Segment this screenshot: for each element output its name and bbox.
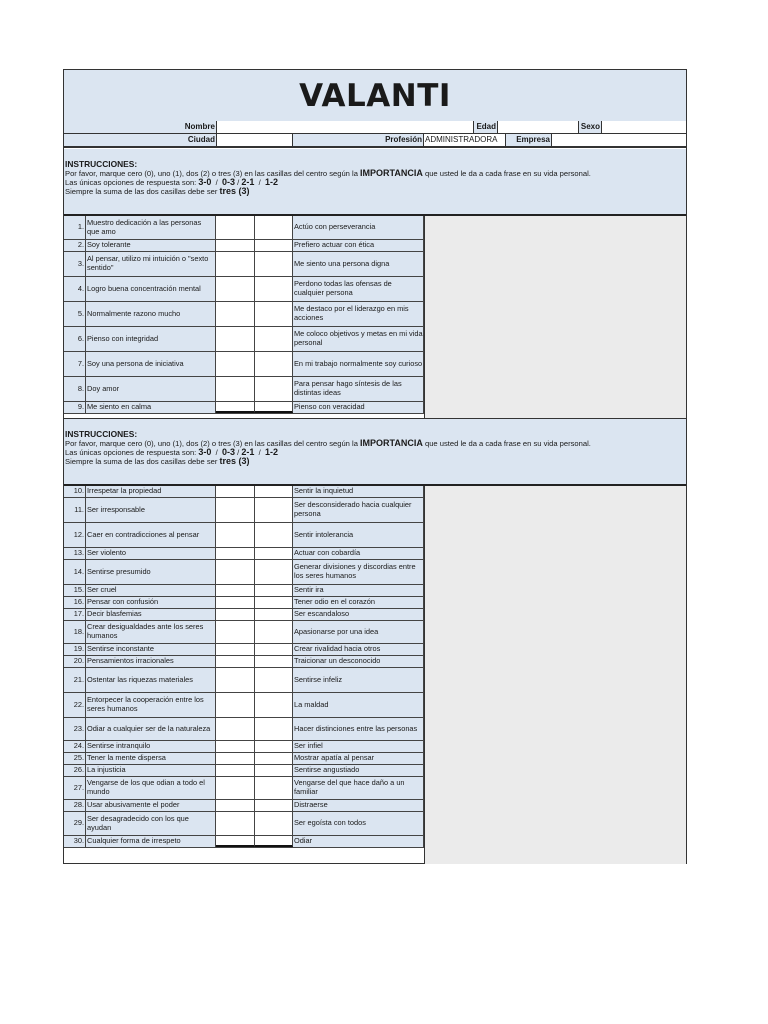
table-row — [64, 609, 424, 621]
table-row — [64, 240, 424, 252]
table-row — [64, 800, 424, 812]
item-number: 24. — [64, 741, 86, 752]
table-row — [64, 693, 424, 718]
score-c-box[interactable] — [255, 812, 293, 835]
item-number: 19. — [64, 644, 86, 655]
phrase-a: Pienso con integridad — [86, 327, 216, 351]
phrase-a: Caer en contradicciones al pensar — [86, 523, 216, 547]
phrase-c: Tener odio en el corazón — [293, 597, 424, 608]
score-a-box[interactable] — [216, 240, 255, 251]
table-row — [64, 302, 424, 327]
score-c-box[interactable] — [255, 656, 293, 667]
phrase-c: Odiar — [293, 836, 424, 847]
table-row — [64, 656, 424, 668]
score-a-box[interactable] — [216, 486, 255, 497]
phrase-c: Me siento una persona digna — [293, 252, 424, 276]
score-a-box[interactable] — [216, 597, 255, 608]
nombre-field[interactable] — [217, 121, 474, 133]
blank-area-1 — [424, 216, 686, 418]
table-row — [64, 327, 424, 352]
phrase-a: Entorpecer la cooperación entre los seres humanos — [86, 693, 216, 717]
item-number: 9. — [64, 402, 86, 413]
score-c-box[interactable] — [255, 836, 293, 847]
score-a-box[interactable] — [216, 585, 255, 596]
valanti-form — [63, 69, 687, 864]
score-c-box[interactable] — [255, 402, 293, 413]
score-a-box[interactable] — [216, 402, 255, 413]
phrase-c: La maldad — [293, 693, 424, 717]
item-number: 25. — [64, 753, 86, 764]
table-row — [64, 352, 424, 377]
score-c-box[interactable] — [255, 302, 293, 326]
item-number: 26. — [64, 765, 86, 776]
item-number: 23. — [64, 718, 86, 740]
edad-label: Edad — [474, 121, 498, 133]
item-number: 4. — [64, 277, 86, 301]
phrase-c: Sentir la inquietud — [293, 486, 424, 497]
phrase-c: Sentir ira — [293, 585, 424, 596]
phrase-a: Irrespetar la propiedad — [86, 486, 216, 497]
score-c-box[interactable] — [255, 252, 293, 276]
phrase-c: Ser infiel — [293, 741, 424, 752]
phrase-c: Perdono todas las ofensas de cualquier persona — [293, 277, 424, 301]
score-a-box[interactable] — [216, 621, 255, 643]
item-number: 12. — [64, 523, 86, 547]
phrase-a: Usar abusivamente el poder — [86, 800, 216, 811]
item-number: 20. — [64, 656, 86, 667]
score-c-box[interactable] — [255, 644, 293, 655]
table-row — [64, 498, 424, 523]
score-a-box[interactable] — [216, 753, 255, 764]
phrase-a: Ser cruel — [86, 585, 216, 596]
instructions-heading: INSTRUCCIONES: — [65, 159, 138, 169]
score-c-box[interactable] — [255, 560, 293, 584]
item-number: 6. — [64, 327, 86, 351]
phrase-c: Traicionar un desconocido — [293, 656, 424, 667]
score-a-box[interactable] — [216, 800, 255, 811]
phrase-c: Actuar con cobardía — [293, 548, 424, 559]
table-row — [64, 548, 424, 560]
empresa-field[interactable] — [552, 134, 686, 146]
score-a-box[interactable] — [216, 836, 255, 847]
phrase-a: Vengarse de los que odian a todo el mundo — [86, 777, 216, 799]
phrase-c: Ser desconsiderado hacia cualquier persona — [293, 498, 424, 522]
score-a-box[interactable] — [216, 498, 255, 522]
table-row — [64, 216, 424, 240]
table-row — [64, 486, 424, 498]
item-number: 22. — [64, 693, 86, 717]
score-a-box[interactable] — [216, 327, 255, 351]
table-row — [64, 402, 424, 414]
phrase-a: Odiar a cualquier ser de la naturaleza — [86, 718, 216, 740]
phrase-a: Ser violento — [86, 548, 216, 559]
instructions-1: INSTRUCCIONES: Por favor, marque cero (0), uno (1), dos (2) o tres (3) en las casillas del centro según la IMPORTANCIA que usted le da a cada frase en su vida personal. Las únicas opciones de respuesta son: 3-0 / 0-3 / 2-1 / 1-2 Siempre la suma de las dos casillas debe ser tres (3) — [64, 149, 686, 215]
edad-field[interactable] — [498, 121, 579, 133]
sexo-label: Sexo — [580, 122, 600, 131]
score-a-box[interactable] — [216, 656, 255, 667]
table-row — [64, 277, 424, 302]
nombre-label: Nombre — [64, 121, 217, 133]
phrase-a: Normalmente razono mucho — [86, 302, 216, 326]
score-a-box[interactable] — [216, 693, 255, 717]
score-a-box[interactable] — [216, 377, 255, 401]
item-number: 10. — [64, 486, 86, 497]
item-number: 30. — [64, 836, 86, 847]
phrase-a: La injusticia — [86, 765, 216, 776]
phrase-c: Ser egoísta con todos — [293, 812, 424, 835]
table-row — [64, 765, 424, 777]
score-c-box[interactable] — [255, 777, 293, 799]
score-c-box[interactable] — [255, 718, 293, 740]
phrase-a: Doy amor — [86, 377, 216, 401]
phrase-a: Cualquier forma de irrespeto — [86, 836, 216, 847]
item-number: 1. — [64, 216, 86, 239]
phrase-c: Hacer distinciones entre las personas — [293, 718, 424, 740]
score-c-box[interactable] — [255, 693, 293, 717]
score-a-box[interactable] — [216, 777, 255, 799]
phrase-a: Pensar con confusión — [86, 597, 216, 608]
item-number: 2. — [64, 240, 86, 251]
score-c-box[interactable] — [255, 327, 293, 351]
score-c-box[interactable] — [255, 377, 293, 401]
score-c-box[interactable] — [255, 741, 293, 752]
item-number: 3. — [64, 252, 86, 276]
blank-area-2 — [424, 486, 686, 864]
score-a-box[interactable] — [216, 523, 255, 547]
table-row — [64, 560, 424, 585]
score-c-box[interactable] — [255, 523, 293, 547]
phrase-a: Al pensar, utilizo mi intuición o "sexto sentido" — [86, 252, 216, 276]
table-row — [64, 621, 424, 644]
item-number: 14. — [64, 560, 86, 584]
score-c-box[interactable] — [255, 486, 293, 497]
phrase-a: Logro buena concentración mental — [86, 277, 216, 301]
table-row — [64, 741, 424, 753]
score-a-box[interactable] — [216, 718, 255, 740]
item-number: 13. — [64, 548, 86, 559]
phrase-c: Ser escandaloso — [293, 609, 424, 620]
item-number: 18. — [64, 621, 86, 643]
item-number: 15. — [64, 585, 86, 596]
phrase-a: Decir blasfemias — [86, 609, 216, 620]
ciudad-label: Ciudad — [64, 134, 217, 146]
score-c-box[interactable] — [255, 668, 293, 692]
item-number: 5. — [64, 302, 86, 326]
phrase-a: Muestro dedicación a las personas que amo — [86, 216, 216, 239]
score-a-box[interactable] — [216, 216, 255, 239]
score-c-box[interactable] — [255, 597, 293, 608]
score-a-box[interactable] — [216, 560, 255, 584]
score-a-box[interactable] — [216, 352, 255, 376]
profesion-field[interactable]: ADMINISTRADORA — [424, 134, 506, 146]
form-title: VALANTI — [64, 70, 686, 122]
table-row — [64, 252, 424, 277]
score-a-box[interactable] — [216, 644, 255, 655]
item-number: 11. — [64, 498, 86, 522]
sexo-field[interactable] — [602, 121, 686, 133]
table-row — [64, 812, 424, 836]
score-c-box[interactable] — [255, 352, 293, 376]
phrase-a: Pensamientos irracionales — [86, 656, 216, 667]
phrase-a: Ser irresponsable — [86, 498, 216, 522]
score-c-box[interactable] — [255, 621, 293, 643]
phrase-c: Me coloco objetivos y metas en mi vida personal — [293, 327, 424, 351]
score-a-box[interactable] — [216, 812, 255, 835]
profesion-label: Profesión — [293, 134, 424, 146]
score-c-box[interactable] — [255, 498, 293, 522]
phrase-a: Sentirse presumido — [86, 560, 216, 584]
score-a-box[interactable] — [216, 302, 255, 326]
item-number: 29. — [64, 812, 86, 835]
score-c-box[interactable] — [255, 216, 293, 239]
phrase-c: Prefiero actuar con ética — [293, 240, 424, 251]
table-row — [64, 753, 424, 765]
table-row — [64, 777, 424, 800]
item-number: 7. — [64, 352, 86, 376]
score-c-box[interactable] — [255, 240, 293, 251]
table-row — [64, 644, 424, 656]
score-a-box[interactable] — [216, 277, 255, 301]
score-a-box[interactable] — [216, 548, 255, 559]
score-c-box[interactable] — [255, 800, 293, 811]
phrase-c: Generar divisiones y discordias entre los seres humanos — [293, 560, 424, 584]
phrase-a: Sentirse intranquilo — [86, 741, 216, 752]
score-c-box[interactable] — [255, 277, 293, 301]
ciudad-field[interactable] — [217, 134, 293, 146]
item-number: 21. — [64, 668, 86, 692]
table-row — [64, 668, 424, 693]
phrase-a: Ostentar las riquezas materiales — [86, 668, 216, 692]
phrase-c: Apasionarse por una idea — [293, 621, 424, 643]
phrase-a: Crear desigualdades ante los seres humanos — [86, 621, 216, 643]
score-a-box[interactable] — [216, 765, 255, 776]
phrase-a: Soy tolerante — [86, 240, 216, 251]
empresa-label: Empresa — [506, 134, 552, 146]
phrase-c: Distraerse — [293, 800, 424, 811]
table-row — [64, 836, 424, 848]
score-c-box[interactable] — [255, 585, 293, 596]
phrase-c: Pienso con veracidad — [293, 402, 424, 413]
phrase-c: Me destaco por el liderazgo en mis acciones — [293, 302, 424, 326]
table-row — [64, 597, 424, 609]
score-c-box[interactable] — [255, 609, 293, 620]
table-row — [64, 718, 424, 741]
table-row — [64, 523, 424, 548]
item-number: 17. — [64, 609, 86, 620]
phrase-a: Me siento en calma — [86, 402, 216, 413]
phrase-a: Tener la mente dispersa — [86, 753, 216, 764]
phrase-c: En mi trabajo normalmente soy curioso — [293, 352, 424, 376]
table-row — [64, 585, 424, 597]
score-a-box[interactable] — [216, 609, 255, 620]
table-row — [64, 377, 424, 402]
item-number: 27. — [64, 777, 86, 799]
score-c-box[interactable] — [255, 548, 293, 559]
item-number: 28. — [64, 800, 86, 811]
info-row-2 — [64, 134, 686, 147]
score-a-box[interactable] — [216, 252, 255, 276]
phrase-c: Sentir intolerancia — [293, 523, 424, 547]
instructions-2: INSTRUCCIONES: Por favor, marque cero (0), uno (1), dos (2) o tres (3) en las casillas del centro según la IMPORTANCIA que usted le da a cada frase en su vida personal. Las únicas opciones de respuesta son: 3-0 / 0-3 / 2-1 / 1-2 Siempre la suma de las dos casillas debe ser tres (3) — [64, 419, 686, 484]
score-a-box[interactable] — [216, 741, 255, 752]
phrase-c: Crear rivalidad hacia otros — [293, 644, 424, 655]
phrase-c: Sentirse angustiado — [293, 765, 424, 776]
info-row-1 — [64, 121, 686, 134]
phrase-c: Vengarse del que hace daño a un familiar — [293, 777, 424, 799]
phrase-a: Sentirse inconstante — [86, 644, 216, 655]
item-number: 8. — [64, 377, 86, 401]
phrase-a: Ser desagradecido con los que ayudan — [86, 812, 216, 835]
phrase-c: Sentirse infeliz — [293, 668, 424, 692]
phrase-c: Para pensar hago síntesis de las distintas ideas — [293, 377, 424, 401]
phrase-c: Mostrar apatía al pensar — [293, 753, 424, 764]
item-number: 16. — [64, 597, 86, 608]
score-c-box[interactable] — [255, 765, 293, 776]
score-c-box[interactable] — [255, 753, 293, 764]
phrase-c: Actúo con perseverancia — [293, 216, 424, 239]
phrase-a: Soy una persona de iniciativa — [86, 352, 216, 376]
score-a-box[interactable] — [216, 668, 255, 692]
